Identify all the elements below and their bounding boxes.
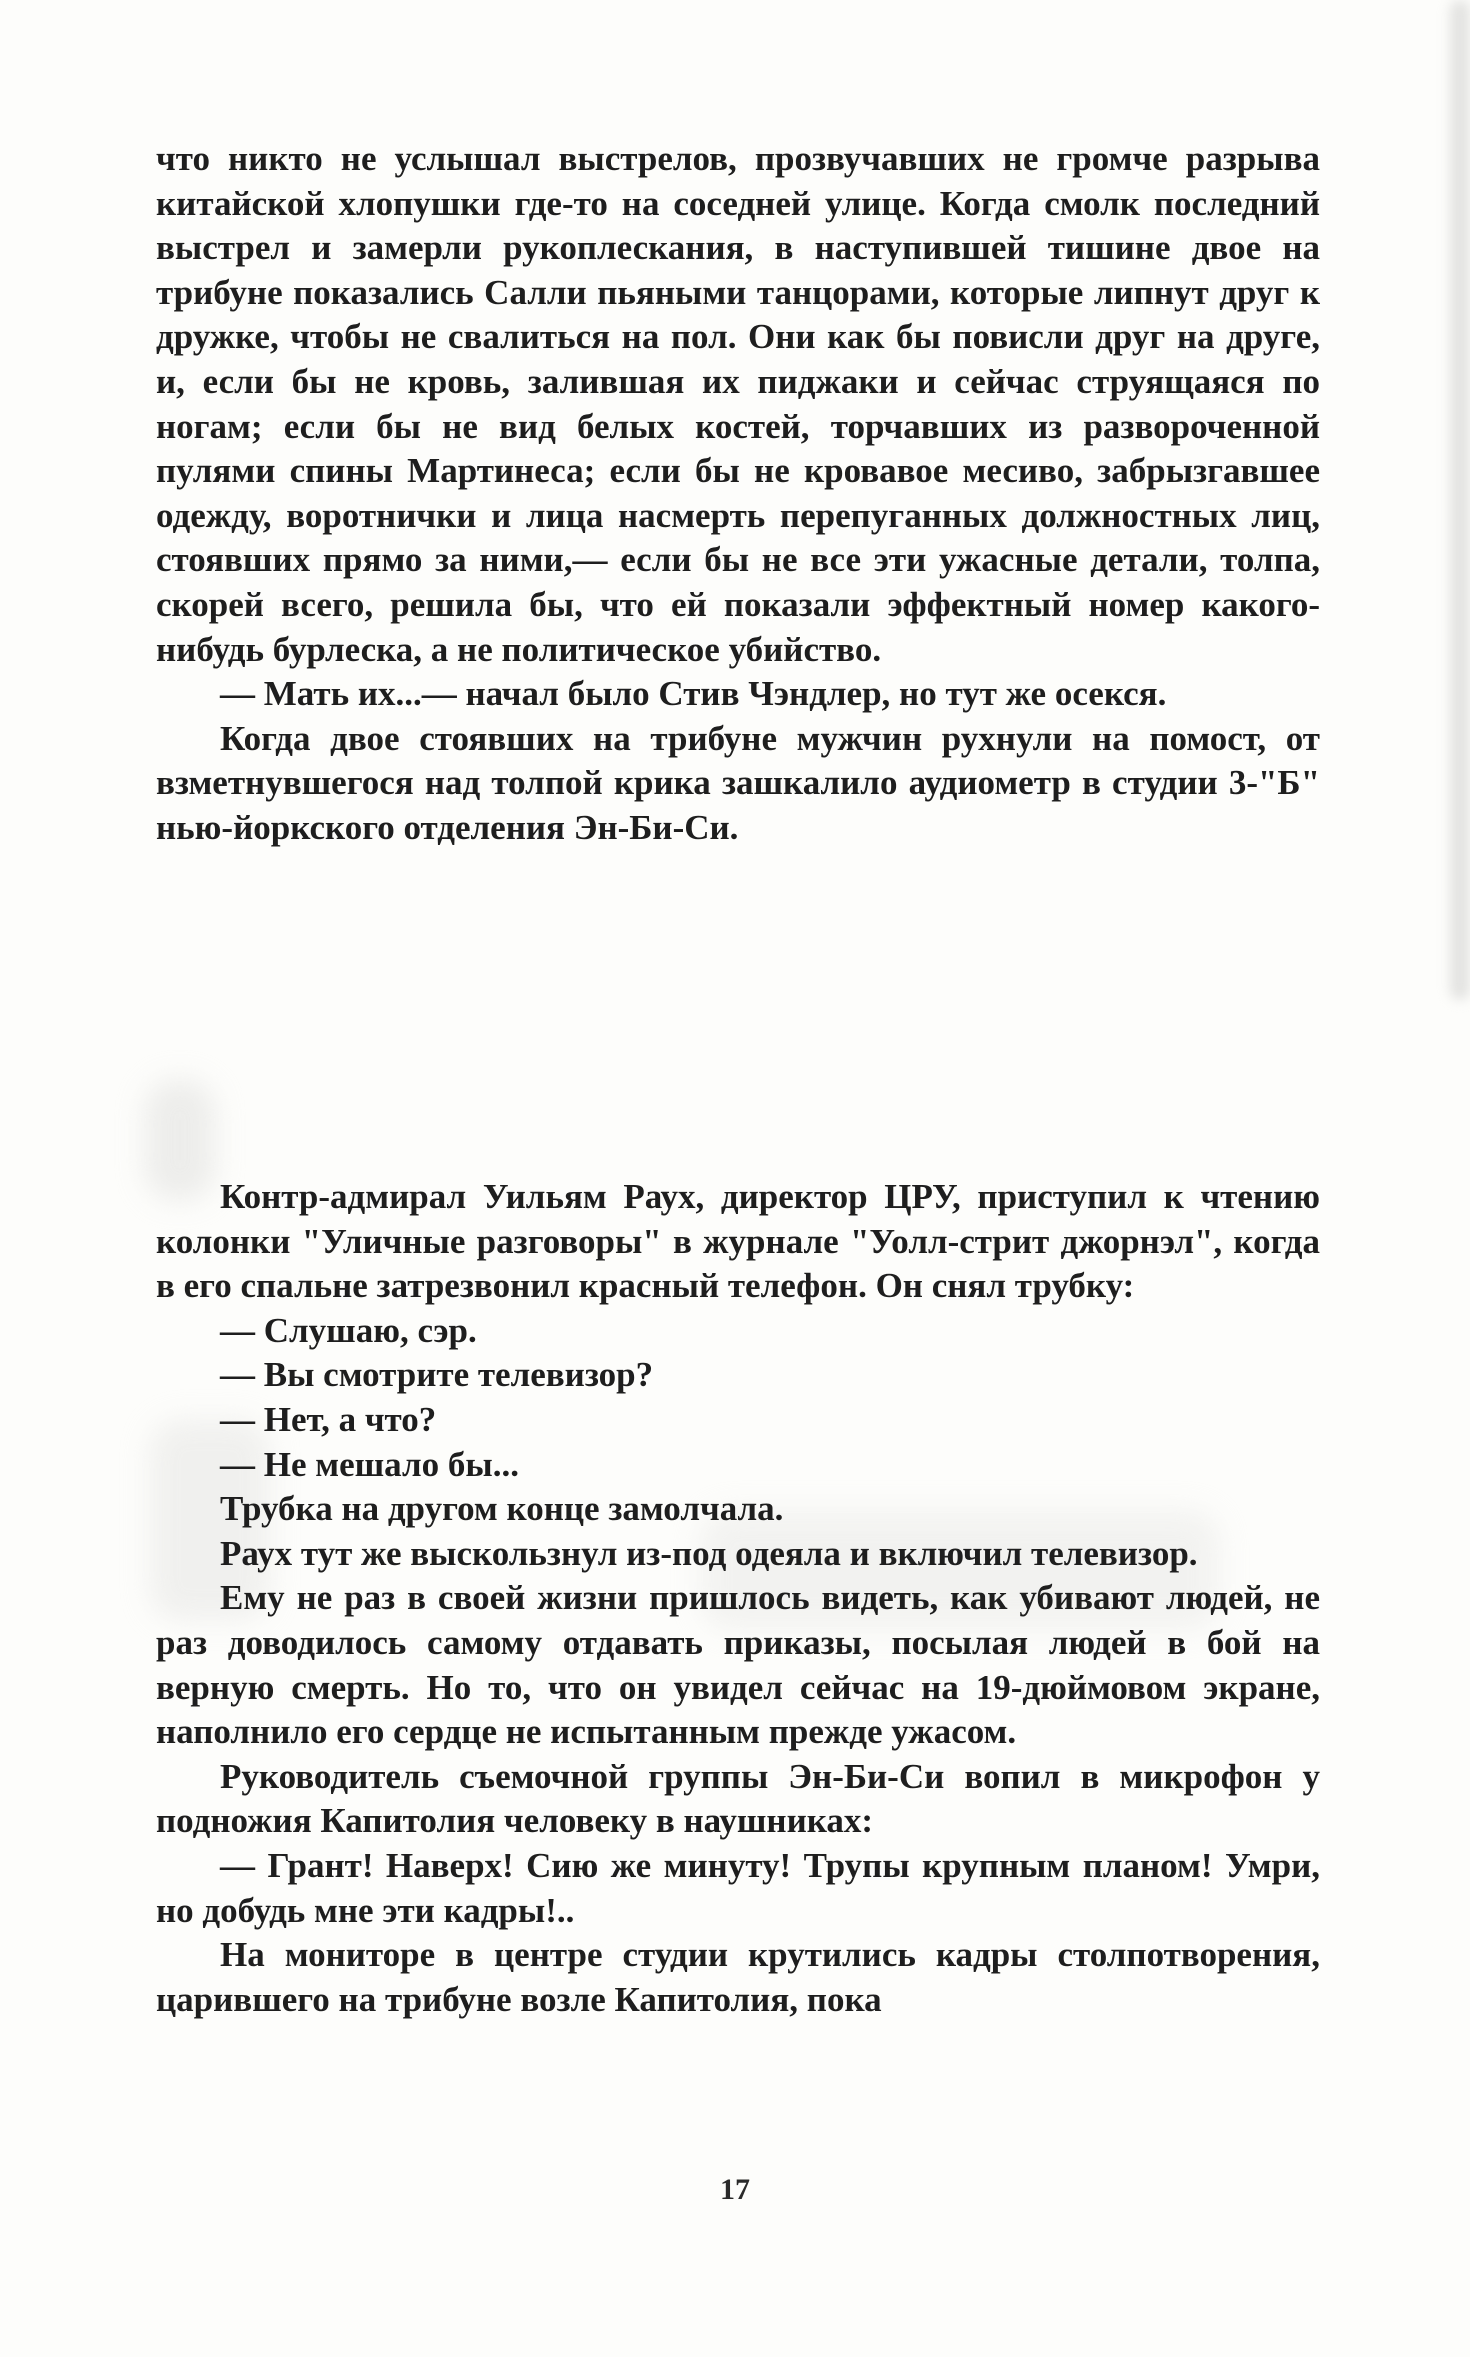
paragraph: что никто не услышал выстрелов, прозвучавших не громче разрыва китайской хлопушки где-то на соседней улице. Когда смолк последний выстрел и замерли рукоплескания, в наступившей тишине двое на трибуне показались Салли пьяными танцорами, которые липнут друг к дружке, чтобы не свалиться на пол. Они как бы повисли друг на друге, и, если бы не кровь, залившая их пиджаки и сейчас струящаяся по ногам; если бы не вид белых костей, торчавших из развороченной пулями спины Мартинеса; если бы не кровавое месиво, забрызгавшее одежду, воротнички и лица насмерть перепуганных должностных лиц, стоявших прямо за ними,— если бы не все эти ужасные детали, толпа, скорей всего, решила бы, что ей показали эффектный номер какого-нибудь бурлеска, а не политическое убийство.: [156, 139, 1320, 669]
text-section-2: [156, 1175, 1320, 2022]
paragraph: Раух тут же выскользнул из-под одеяла и включил телевизор.: [220, 1533, 1198, 1573]
scan-edge-shadow: [1450, 0, 1470, 1000]
dialogue-line: — Вы смотрите телевизор?: [220, 1355, 654, 1395]
paragraph: — Мать их...— начал было Стив Чэндлер, но тут же осекся.: [220, 674, 1167, 714]
dialogue-line: — Нет, а что?: [220, 1399, 437, 1439]
paragraph: Контр-адмирал Уильям Раух, директор ЦРУ, приступил к чтению колонки "Уличные разговоры" в журнале "Уолл-стрит джорнэл", когда в его спальне затрезвонил красный телефон. Он снял трубку:: [156, 1177, 1320, 1306]
dialogue-line: — Слушаю, сэр.: [220, 1310, 477, 1350]
paragraph: Ему не раз в своей жизни пришлось видеть, как убивают людей, не раз доводилось самому отдавать приказы, посылая людей в бой на верную смерть. Но то, что он увидел сейчас на 19-дюймовом экране, наполнило его сердце не испытанным прежде ужасом.: [156, 1578, 1320, 1752]
paragraph: Трубка на другом конце замолчала.: [220, 1489, 784, 1529]
text-section-1: [156, 137, 1320, 851]
dialogue-line: — Грант! Наверх! Сию же минуту! Трупы крупным планом! Умри, но добудь мне эти кадры!..: [156, 1845, 1320, 1930]
page-number: 17: [720, 2173, 750, 2206]
paragraph: Руководитель съемочной группы Эн-Би-Си вопил в микрофон у подножия Капитолия человеку в наушниках:: [156, 1756, 1320, 1841]
paragraph: Когда двое стоявших на трибуне мужчин рухнули на помост, от взметнувшегося над толпой крика зашкалило аудиометр в студии 3-"Б" нью-йоркского отделения Эн-Би-Си.: [156, 718, 1320, 847]
paragraph: На мониторе в центре студии крутились кадры столпотворения, царившего на трибуне возле Капитолия, пока: [156, 1935, 1320, 2019]
dialogue-line: — Не мешало бы...: [220, 1444, 519, 1484]
